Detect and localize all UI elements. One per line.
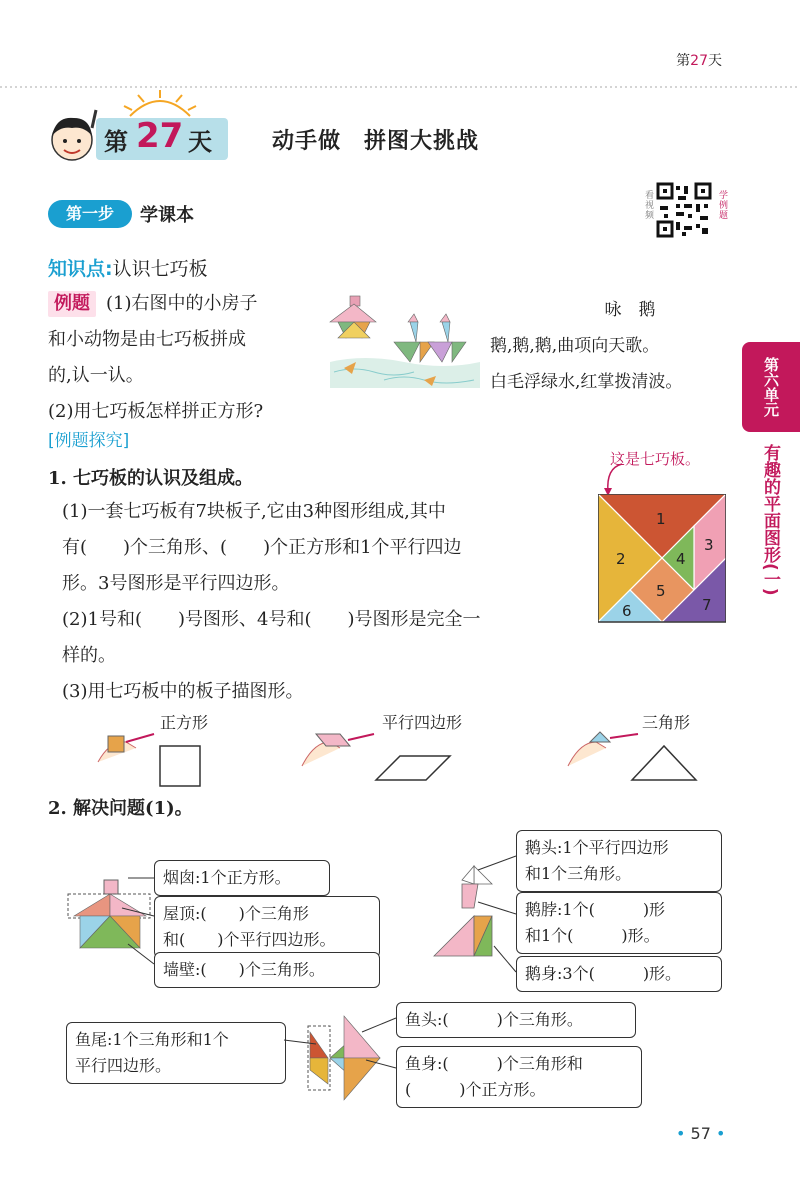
q1-line-2: 有( )个三角形、( )个正方形和1个平行四边	[62, 537, 462, 558]
unit-topic: 有趣的平面图形(一)	[760, 444, 780, 596]
tangram-label-1: 1	[656, 510, 666, 528]
q1-line-1: (1)一套七巧板有7块板子,它由3种图形组成,其中	[62, 501, 446, 522]
page-number-value: 57	[690, 1124, 711, 1143]
day-suffix: 天	[708, 53, 722, 69]
goose-neck-line-1: 鹅脖:1个( )形	[525, 900, 666, 919]
day-corner-label	[676, 50, 722, 70]
goose-head-line-2: 和1个三角形。	[525, 864, 632, 883]
q2-line-1: (2)1号和( )号图形、4号和( )号图形是完全一	[62, 609, 481, 630]
knowledge-text: 认识七巧板	[112, 258, 208, 280]
goose-neck-box	[516, 892, 722, 954]
explore-label: [例题探究]	[48, 431, 130, 451]
fish-tail-box	[66, 1022, 286, 1084]
tangram-label-7: 7	[702, 596, 712, 614]
example-line-2: 和小动物是由七巧板拼成	[48, 329, 246, 350]
house-connector-lines	[118, 860, 158, 970]
goose-neck-line-2: 和1个( )形。	[525, 926, 660, 945]
poem-block	[490, 292, 730, 400]
poem-title: 咏 鹅	[604, 300, 656, 320]
qr-code-icon[interactable]	[656, 182, 712, 238]
fish-tail-line-1: 鱼尾:1个三角形和1个	[75, 1030, 229, 1049]
house-roof-line-2: 和( )个平行四边形。	[163, 930, 336, 949]
trace-parallelogram-illustration	[300, 722, 490, 788]
example-line-3: 的,认一认。	[48, 365, 144, 386]
trace-triangle-illustration	[566, 722, 716, 788]
q2-line-2: 样的。	[62, 645, 116, 666]
example-block	[48, 286, 328, 394]
step-pill: 第一步	[48, 200, 132, 228]
page-title: 动手做 拼图大挑战	[272, 129, 480, 154]
mascot-boy-icon	[44, 108, 102, 170]
trace-triangle-label: 三角形	[642, 713, 691, 732]
day-number: 27	[690, 53, 708, 69]
tangram-label-2: 2	[616, 550, 626, 568]
q3-line: (3)用七巧板中的板子描图形。	[62, 681, 304, 702]
fish-connector-lines	[282, 1010, 402, 1080]
example-line-1: (1)右图中的小房子	[106, 293, 258, 314]
knowledge-point	[48, 254, 208, 281]
fish-head-box: 鱼头:( )个三角形。	[396, 1002, 636, 1038]
tangram-callout: 这是七巧板。	[610, 450, 701, 468]
house-roof-line-1: 屋顶:( )个三角形	[163, 904, 309, 923]
sun-rays-icon	[120, 90, 200, 118]
q1-line-3: 形。3号图形是平行四边形。	[62, 573, 290, 594]
badge-suffix: 天	[188, 128, 212, 156]
part1-heading: 1. 七巧板的认识及组成。	[48, 468, 254, 489]
house-geese-illustration	[324, 292, 484, 392]
fish-tail-line-2: 平行四边形。	[75, 1056, 172, 1075]
fish-body-line-1: 鱼身:( )个三角形和	[405, 1054, 583, 1073]
trace-parallelogram-label: 平行四边形	[382, 713, 463, 732]
example-line-4: (2)用七巧板怎样拼正方形?	[48, 401, 264, 422]
example-label: 例题	[48, 291, 96, 317]
badge-prefix: 第	[104, 128, 128, 156]
tangram-square	[598, 494, 726, 624]
trace-square-label: 正方形	[160, 713, 209, 732]
qr-left-caption: 看视频	[643, 190, 653, 220]
goose-head-box	[516, 830, 722, 892]
day-title-badge	[96, 118, 228, 160]
tangram-label-6: 6	[622, 602, 632, 620]
fish-body-box	[396, 1046, 642, 1108]
unit-tab: 第六单元	[742, 342, 800, 432]
house-wall-box: 墙壁:( )个三角形。	[154, 952, 380, 988]
callout-arrow-icon	[600, 462, 630, 496]
goose-body-box: 鹅身:3个( )形。	[516, 956, 722, 992]
part1-q1	[62, 494, 602, 710]
goose-head-line-1: 鹅头:1个平行四边形	[525, 838, 669, 857]
part2-heading: 2. 解决问题(1)。	[48, 798, 193, 819]
trace-square-illustration	[96, 722, 216, 788]
tangram-label-4: 4	[676, 550, 686, 568]
poem-line-2: 白毛浮绿水,红掌拨清波。	[490, 372, 683, 392]
qr-right-caption: 学例题	[717, 190, 727, 220]
badge-number: 27	[136, 116, 184, 156]
tangram-label-3: 3	[704, 536, 714, 554]
poem-line-1: 鹅,鹅,鹅,曲项向天歌。	[490, 336, 660, 356]
page-number: • 57 •	[676, 1124, 726, 1143]
house-chimney-box: 烟囱:1个正方形。	[154, 860, 330, 896]
knowledge-label: 知识点:	[48, 258, 113, 280]
tangram-label-5: 5	[656, 582, 666, 600]
day-prefix: 第	[676, 53, 691, 69]
house-roof-box	[154, 896, 380, 958]
step-label: 学课本	[140, 205, 194, 226]
fish-body-line-2: ( )个正方形。	[405, 1080, 546, 1099]
goose-connector-lines	[470, 850, 520, 980]
